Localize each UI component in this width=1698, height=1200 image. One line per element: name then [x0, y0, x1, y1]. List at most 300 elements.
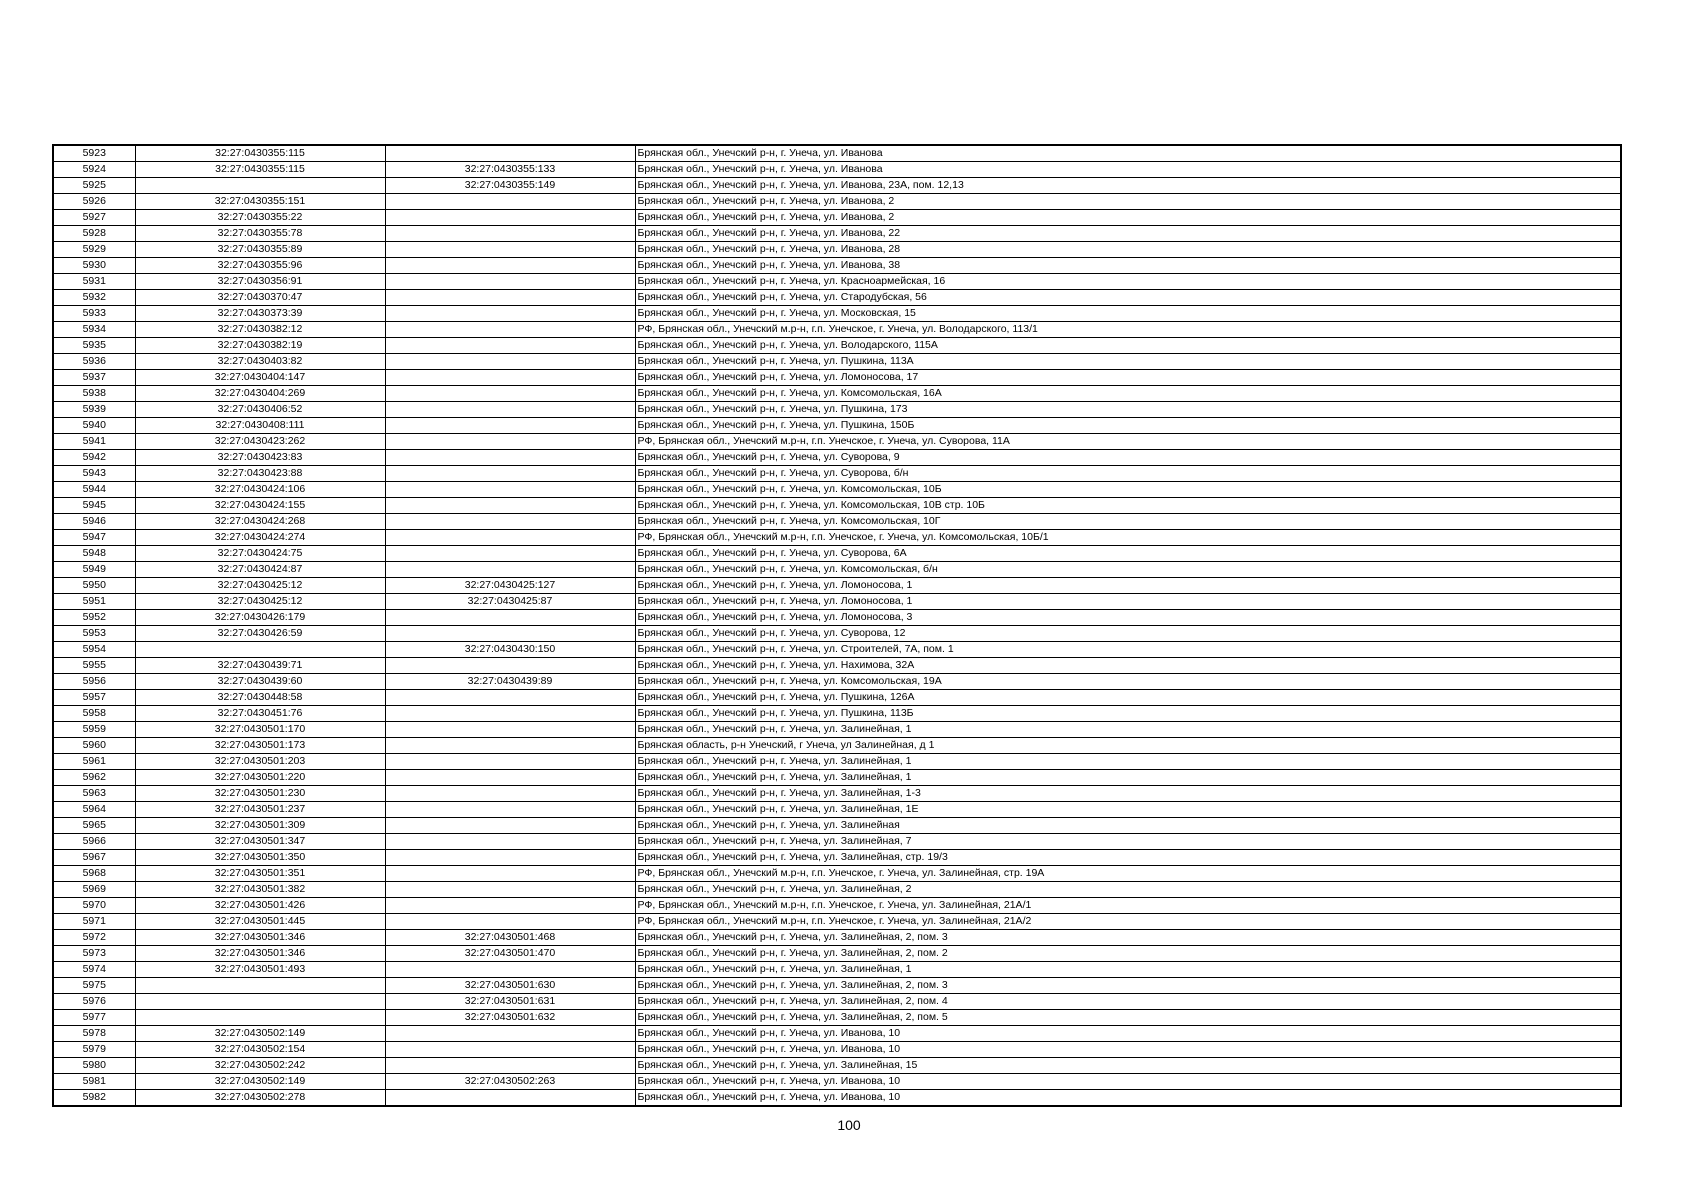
address-cell: Брянская обл., Унечский р-н, г. Унеча, ул. Пушкина, 173 [635, 402, 1621, 418]
row-number-cell: 5935 [53, 338, 135, 354]
address-cell: Брянская обл., Унечский р-н, г. Унеча, ул. Стародубская, 56 [635, 290, 1621, 306]
related-cadastral-number-cell [385, 882, 635, 898]
related-cadastral-number-cell [385, 706, 635, 722]
table-row [53, 866, 1621, 882]
cadastral-number-cell [135, 978, 385, 994]
cadastral-number-cell: 32:27:0430501:309 [135, 818, 385, 834]
cadastral-number-cell: 32:27:0430501:382 [135, 882, 385, 898]
address-cell: Брянская область, р-н Унечский, г Унеча, ул Залинейная, д 1 [635, 738, 1621, 754]
address-cell: РФ, Брянская обл., Унечский м.р-н, г.п. Унечское, г. Унеча, ул. Володарского, 113/1 [635, 322, 1621, 338]
related-cadastral-number-cell [385, 738, 635, 754]
table-row [53, 274, 1621, 290]
related-cadastral-number-cell [385, 1042, 635, 1058]
table-row [53, 674, 1621, 690]
related-cadastral-number-cell [385, 530, 635, 546]
table-row [53, 258, 1621, 274]
address-cell: Брянская обл., Унечский р-н, г. Унеча, ул. Пушкина, 113Б [635, 706, 1621, 722]
row-number-cell: 5964 [53, 802, 135, 818]
cadastral-number-cell: 32:27:0430355:115 [135, 162, 385, 178]
related-cadastral-number-cell [385, 514, 635, 530]
related-cadastral-number-cell [385, 210, 635, 226]
row-number-cell: 5948 [53, 546, 135, 562]
table-row [53, 1074, 1621, 1090]
table-row [53, 1090, 1621, 1107]
related-cadastral-number-cell [385, 626, 635, 642]
cadastral-number-cell: 32:27:0430501:230 [135, 786, 385, 802]
row-number-cell: 5961 [53, 754, 135, 770]
table-row [53, 578, 1621, 594]
related-cadastral-number-cell [385, 722, 635, 738]
address-cell: Брянская обл., Унечский р-н, г. Унеча, ул. Залинейная, 1Е [635, 802, 1621, 818]
address-cell: Брянская обл., Унечский р-н, г. Унеча, ул. Комсомольская, б/н [635, 562, 1621, 578]
related-cadastral-number-cell [385, 546, 635, 562]
cadastral-number-cell: 32:27:0430502:149 [135, 1026, 385, 1042]
row-number-cell: 5959 [53, 722, 135, 738]
cadastral-number-cell: 32:27:0430501:350 [135, 850, 385, 866]
address-cell: РФ, Брянская обл., Унечский м.р-н, г.п. Унечское, г. Унеча, ул. Суворова, 11А [635, 434, 1621, 450]
row-number-cell: 5980 [53, 1058, 135, 1074]
address-cell: Брянская обл., Унечский р-н, г. Унеча, ул. Суворова, 6А [635, 546, 1621, 562]
related-cadastral-number-cell [385, 802, 635, 818]
cadastral-number-cell: 32:27:0430424:268 [135, 514, 385, 530]
address-cell: Брянская обл., Унечский р-н, г. Унеча, ул. Залинейная, 1 [635, 962, 1621, 978]
address-cell: Брянская обл., Унечский р-н, г. Унеча, ул. Иванова, 2 [635, 194, 1621, 210]
row-number-cell: 5956 [53, 674, 135, 690]
cadastral-number-cell: 32:27:0430404:147 [135, 370, 385, 386]
row-number-cell: 5979 [53, 1042, 135, 1058]
related-cadastral-number-cell: 32:27:0430425:87 [385, 594, 635, 610]
table-row [53, 802, 1621, 818]
related-cadastral-number-cell [385, 690, 635, 706]
row-number-cell: 5976 [53, 994, 135, 1010]
address-cell: Брянская обл., Унечский р-н, г. Унеча, ул. Ломоносова, 17 [635, 370, 1621, 386]
table-row [53, 658, 1621, 674]
related-cadastral-number-cell [385, 498, 635, 514]
table-row [53, 194, 1621, 210]
address-cell: Брянская обл., Унечский р-н, г. Унеча, ул. Пушкина, 150Б [635, 418, 1621, 434]
cadastral-number-cell: 32:27:0430501:237 [135, 802, 385, 818]
related-cadastral-number-cell [385, 754, 635, 770]
address-cell: Брянская обл., Унечский р-н, г. Унеча, ул. Иванова, 10 [635, 1026, 1621, 1042]
row-number-cell: 5939 [53, 402, 135, 418]
table-row [53, 610, 1621, 626]
address-cell: Брянская обл., Унечский р-н, г. Унеча, ул. Комсомольская, 10Г [635, 514, 1621, 530]
related-cadastral-number-cell: 32:27:0430439:89 [385, 674, 635, 690]
related-cadastral-number-cell [385, 962, 635, 978]
address-cell: Брянская обл., Унечский р-н, г. Унеча, ул. Залинейная, 1-3 [635, 786, 1621, 802]
row-number-cell: 5968 [53, 866, 135, 882]
related-cadastral-number-cell [385, 322, 635, 338]
row-number-cell: 5925 [53, 178, 135, 194]
table-row [53, 978, 1621, 994]
table-row [53, 514, 1621, 530]
row-number-cell: 5981 [53, 1074, 135, 1090]
table-row [53, 834, 1621, 850]
related-cadastral-number-cell [385, 834, 635, 850]
related-cadastral-number-cell: 32:27:0430355:149 [385, 178, 635, 194]
address-cell: Брянская обл., Унечский р-н, г. Унеча, ул. Иванова [635, 145, 1621, 162]
cadastral-number-cell: 32:27:0430502:278 [135, 1090, 385, 1107]
related-cadastral-number-cell: 32:27:0430501:632 [385, 1010, 635, 1026]
table-row [53, 914, 1621, 930]
address-cell: РФ, Брянская обл., Унечский м.р-н, г.п. Унечское, г. Унеча, ул. Залинейная, стр. 19А [635, 866, 1621, 882]
table-row [53, 898, 1621, 914]
cadastral-number-cell [135, 1010, 385, 1026]
related-cadastral-number-cell [385, 258, 635, 274]
address-cell: РФ, Брянская обл., Унечский м.р-н, г.п. Унечское, г. Унеча, ул. Залинейная, 21А/2 [635, 914, 1621, 930]
address-cell: Брянская обл., Унечский р-н, г. Унеча, ул. Комсомольская, 10Б [635, 482, 1621, 498]
table-row [53, 226, 1621, 242]
cadastral-number-cell: 32:27:0430501:203 [135, 754, 385, 770]
table-row [53, 706, 1621, 722]
property-table [52, 144, 1622, 1107]
related-cadastral-number-cell [385, 610, 635, 626]
row-number-cell: 5940 [53, 418, 135, 434]
address-cell: Брянская обл., Унечский р-н, г. Унеча, ул. Красноармейская, 16 [635, 274, 1621, 290]
cadastral-number-cell: 32:27:0430424:106 [135, 482, 385, 498]
address-cell: Брянская обл., Унечский р-н, г. Унеча, ул. Суворова, 12 [635, 626, 1621, 642]
address-cell: Брянская обл., Унечский р-н, г. Унеча, ул. Залинейная, 15 [635, 1058, 1621, 1074]
row-number-cell: 5928 [53, 226, 135, 242]
row-number-cell: 5971 [53, 914, 135, 930]
cadastral-number-cell: 32:27:0430501:346 [135, 930, 385, 946]
row-number-cell: 5931 [53, 274, 135, 290]
row-number-cell: 5937 [53, 370, 135, 386]
row-number-cell: 5967 [53, 850, 135, 866]
table-row [53, 482, 1621, 498]
table-row [53, 354, 1621, 370]
related-cadastral-number-cell [385, 1058, 635, 1074]
table-row [53, 546, 1621, 562]
row-number-cell: 5974 [53, 962, 135, 978]
related-cadastral-number-cell [385, 466, 635, 482]
cadastral-number-cell: 32:27:0430356:91 [135, 274, 385, 290]
table-row [53, 242, 1621, 258]
page-number: 100 [837, 1117, 861, 1133]
table-row [53, 1026, 1621, 1042]
table-row [53, 145, 1621, 162]
cadastral-number-cell [135, 178, 385, 194]
cadastral-number-cell: 32:27:0430425:12 [135, 578, 385, 594]
row-number-cell: 5973 [53, 946, 135, 962]
related-cadastral-number-cell [385, 562, 635, 578]
cadastral-number-cell: 32:27:0430382:19 [135, 338, 385, 354]
related-cadastral-number-cell [385, 770, 635, 786]
row-number-cell: 5954 [53, 642, 135, 658]
row-number-cell: 5963 [53, 786, 135, 802]
row-number-cell: 5924 [53, 162, 135, 178]
address-cell: Брянская обл., Унечский р-н, г. Унеча, ул. Ломоносова, 3 [635, 610, 1621, 626]
row-number-cell: 5947 [53, 530, 135, 546]
row-number-cell: 5923 [53, 145, 135, 162]
cadastral-number-cell: 32:27:0430501:347 [135, 834, 385, 850]
related-cadastral-number-cell [385, 290, 635, 306]
table-row [53, 1042, 1621, 1058]
cadastral-number-cell: 32:27:0430355:151 [135, 194, 385, 210]
related-cadastral-number-cell: 32:27:0430501:468 [385, 930, 635, 946]
related-cadastral-number-cell [385, 145, 635, 162]
row-number-cell: 5944 [53, 482, 135, 498]
row-number-cell: 5950 [53, 578, 135, 594]
cadastral-number-cell: 32:27:0430424:75 [135, 546, 385, 562]
row-number-cell: 5978 [53, 1026, 135, 1042]
cadastral-number-cell: 32:27:0430501:426 [135, 898, 385, 914]
address-cell: Брянская обл., Унечский р-н, г. Унеча, ул. Залинейная, 7 [635, 834, 1621, 850]
table-row [53, 386, 1621, 402]
address-cell: Брянская обл., Унечский р-н, г. Унеча, ул. Залинейная, 2, пом. 2 [635, 946, 1621, 962]
address-cell: РФ, Брянская обл., Унечский м.р-н, г.п. Унечское, г. Унеча, ул. Комсомольская, 10Б/1 [635, 530, 1621, 546]
row-number-cell: 5965 [53, 818, 135, 834]
row-number-cell: 5930 [53, 258, 135, 274]
related-cadastral-number-cell [385, 242, 635, 258]
address-cell: Брянская обл., Унечский р-н, г. Унеча, ул. Суворова, 9 [635, 450, 1621, 466]
cadastral-number-cell: 32:27:0430408:111 [135, 418, 385, 434]
cadastral-number-cell: 32:27:0430355:89 [135, 242, 385, 258]
related-cadastral-number-cell [385, 386, 635, 402]
row-number-cell: 5966 [53, 834, 135, 850]
cadastral-number-cell: 32:27:0430424:87 [135, 562, 385, 578]
related-cadastral-number-cell: 32:27:0430355:133 [385, 162, 635, 178]
table-row [53, 642, 1621, 658]
table-row [53, 690, 1621, 706]
related-cadastral-number-cell [385, 370, 635, 386]
address-cell: Брянская обл., Унечский р-н, г. Унеча, ул. Пушкина, 126А [635, 690, 1621, 706]
related-cadastral-number-cell [385, 434, 635, 450]
row-number-cell: 5982 [53, 1090, 135, 1107]
row-number-cell: 5926 [53, 194, 135, 210]
address-cell: Брянская обл., Унечский р-н, г. Унеча, ул. Иванова, 22 [635, 226, 1621, 242]
related-cadastral-number-cell: 32:27:0430430:150 [385, 642, 635, 658]
table-row [53, 626, 1621, 642]
table-row [53, 882, 1621, 898]
cadastral-number-cell: 32:27:0430382:12 [135, 322, 385, 338]
address-cell: Брянская обл., Унечский р-н, г. Унеча, ул. Иванова [635, 162, 1621, 178]
row-number-cell: 5951 [53, 594, 135, 610]
related-cadastral-number-cell [385, 418, 635, 434]
related-cadastral-number-cell [385, 354, 635, 370]
cadastral-number-cell: 32:27:0430501:170 [135, 722, 385, 738]
table-row [53, 306, 1621, 322]
row-number-cell: 5938 [53, 386, 135, 402]
cadastral-number-cell [135, 994, 385, 1010]
cadastral-number-cell: 32:27:0430502:242 [135, 1058, 385, 1074]
row-number-cell: 5929 [53, 242, 135, 258]
related-cadastral-number-cell [385, 850, 635, 866]
row-number-cell: 5957 [53, 690, 135, 706]
row-number-cell: 5941 [53, 434, 135, 450]
table-row [53, 786, 1621, 802]
table-row [53, 498, 1621, 514]
table-row [53, 962, 1621, 978]
address-cell: Брянская обл., Унечский р-н, г. Унеча, ул. Залинейная, 2 [635, 882, 1621, 898]
table-row [53, 402, 1621, 418]
address-cell: Брянская обл., Унечский р-н, г. Унеча, ул. Ломоносова, 1 [635, 594, 1621, 610]
address-cell: Брянская обл., Унечский р-н, г. Унеча, ул. Залинейная, 2, пом. 3 [635, 978, 1621, 994]
address-cell: Брянская обл., Унечский р-н, г. Унеча, ул. Залинейная, 2, пом. 5 [635, 1010, 1621, 1026]
address-cell: Брянская обл., Унечский р-н, г. Унеча, ул. Залинейная, 2, пом. 3 [635, 930, 1621, 946]
cadastral-number-cell: 32:27:0430439:60 [135, 674, 385, 690]
table-row [53, 562, 1621, 578]
related-cadastral-number-cell [385, 402, 635, 418]
address-cell: Брянская обл., Унечский р-н, г. Унеча, ул. Суворова, б/н [635, 466, 1621, 482]
address-cell: Брянская обл., Унечский р-н, г. Унеча, ул. Иванова, 10 [635, 1042, 1621, 1058]
row-number-cell: 5927 [53, 210, 135, 226]
row-number-cell: 5932 [53, 290, 135, 306]
related-cadastral-number-cell [385, 274, 635, 290]
table-row [53, 418, 1621, 434]
row-number-cell: 5952 [53, 610, 135, 626]
row-number-cell: 5969 [53, 882, 135, 898]
address-cell: Брянская обл., Унечский р-н, г. Унеча, ул. Иванова, 10 [635, 1074, 1621, 1090]
cadastral-number-cell: 32:27:0430423:262 [135, 434, 385, 450]
cadastral-number-cell: 32:27:0430424:155 [135, 498, 385, 514]
table-row [53, 210, 1621, 226]
table-row [53, 754, 1621, 770]
cadastral-number-cell: 32:27:0430425:12 [135, 594, 385, 610]
address-cell: Брянская обл., Унечский р-н, г. Унеча, ул. Залинейная, 1 [635, 770, 1621, 786]
address-cell: Брянская обл., Унечский р-н, г. Унеча, ул. Московская, 15 [635, 306, 1621, 322]
related-cadastral-number-cell [385, 914, 635, 930]
row-number-cell: 5960 [53, 738, 135, 754]
table-row [53, 1058, 1621, 1074]
table-row [53, 178, 1621, 194]
table-row [53, 738, 1621, 754]
related-cadastral-number-cell: 32:27:0430501:630 [385, 978, 635, 994]
table-row [53, 466, 1621, 482]
table-row [53, 434, 1621, 450]
cadastral-number-cell: 32:27:0430355:115 [135, 145, 385, 162]
address-cell: Брянская обл., Унечский р-н, г. Унеча, ул. Залинейная [635, 818, 1621, 834]
row-number-cell: 5970 [53, 898, 135, 914]
row-number-cell: 5958 [53, 706, 135, 722]
table-row [53, 594, 1621, 610]
cadastral-number-cell: 32:27:0430403:82 [135, 354, 385, 370]
row-number-cell: 5942 [53, 450, 135, 466]
table-row [53, 722, 1621, 738]
cadastral-number-cell: 32:27:0430501:220 [135, 770, 385, 786]
cadastral-number-cell: 32:27:0430424:274 [135, 530, 385, 546]
related-cadastral-number-cell [385, 226, 635, 242]
related-cadastral-number-cell [385, 450, 635, 466]
cadastral-number-cell: 32:27:0430451:76 [135, 706, 385, 722]
related-cadastral-number-cell [385, 1026, 635, 1042]
address-cell: Брянская обл., Унечский р-н, г. Унеча, ул. Пушкина, 113А [635, 354, 1621, 370]
cadastral-number-cell: 32:27:0430501:445 [135, 914, 385, 930]
cadastral-number-cell: 32:27:0430426:179 [135, 610, 385, 626]
related-cadastral-number-cell: 32:27:0430502:263 [385, 1074, 635, 1090]
cadastral-number-cell: 32:27:0430501:346 [135, 946, 385, 962]
related-cadastral-number-cell: 32:27:0430501:470 [385, 946, 635, 962]
address-cell: Брянская обл., Унечский р-н, г. Унеча, ул. Залинейная, 1 [635, 754, 1621, 770]
table-row [53, 850, 1621, 866]
related-cadastral-number-cell [385, 1090, 635, 1107]
table-row [53, 370, 1621, 386]
address-cell: Брянская обл., Унечский р-н, г. Унеча, ул. Иванова, 28 [635, 242, 1621, 258]
row-number-cell: 5949 [53, 562, 135, 578]
related-cadastral-number-cell [385, 866, 635, 882]
table-row [53, 162, 1621, 178]
cadastral-number-cell: 32:27:0430355:96 [135, 258, 385, 274]
table-row [53, 1010, 1621, 1026]
table-row [53, 946, 1621, 962]
related-cadastral-number-cell [385, 658, 635, 674]
row-number-cell: 5936 [53, 354, 135, 370]
cadastral-number-cell: 32:27:0430406:52 [135, 402, 385, 418]
table-row [53, 818, 1621, 834]
row-number-cell: 5934 [53, 322, 135, 338]
address-cell: Брянская обл., Унечский р-н, г. Унеча, ул. Залинейная, стр. 19/3 [635, 850, 1621, 866]
row-number-cell: 5943 [53, 466, 135, 482]
table-row [53, 770, 1621, 786]
cadastral-number-cell [135, 642, 385, 658]
cadastral-number-cell: 32:27:0430448:58 [135, 690, 385, 706]
cadastral-number-cell: 32:27:0430404:269 [135, 386, 385, 402]
row-number-cell: 5955 [53, 658, 135, 674]
related-cadastral-number-cell [385, 194, 635, 210]
cadastral-number-cell: 32:27:0430355:78 [135, 226, 385, 242]
related-cadastral-number-cell [385, 338, 635, 354]
address-cell: Брянская обл., Унечский р-н, г. Унеча, ул. Залинейная, 1 [635, 722, 1621, 738]
cadastral-number-cell: 32:27:0430370:47 [135, 290, 385, 306]
property-table-body [53, 145, 1621, 1106]
address-cell: Брянская обл., Унечский р-н, г. Унеча, ул. Ломоносова, 1 [635, 578, 1621, 594]
address-cell: Брянская обл., Унечский р-н, г. Унеча, ул. Комсомольская, 10В стр. 10Б [635, 498, 1621, 514]
address-cell: РФ, Брянская обл., Унечский м.р-н, г.п. Унечское, г. Унеча, ул. Залинейная, 21А/1 [635, 898, 1621, 914]
related-cadastral-number-cell [385, 898, 635, 914]
row-number-cell: 5972 [53, 930, 135, 946]
cadastral-number-cell: 32:27:0430423:83 [135, 450, 385, 466]
cadastral-number-cell: 32:27:0430501:493 [135, 962, 385, 978]
table-row [53, 930, 1621, 946]
address-cell: Брянская обл., Унечский р-н, г. Унеча, ул. Иванова, 10 [635, 1090, 1621, 1107]
cadastral-number-cell: 32:27:0430501:173 [135, 738, 385, 754]
related-cadastral-number-cell [385, 482, 635, 498]
cadastral-number-cell: 32:27:0430439:71 [135, 658, 385, 674]
cadastral-number-cell: 32:27:0430373:39 [135, 306, 385, 322]
address-cell: Брянская обл., Унечский р-н, г. Унеча, ул. Иванова, 23А, пом. 12,13 [635, 178, 1621, 194]
related-cadastral-number-cell [385, 818, 635, 834]
related-cadastral-number-cell [385, 786, 635, 802]
cadastral-number-cell: 32:27:0430426:59 [135, 626, 385, 642]
address-cell: Брянская обл., Унечский р-н, г. Унеча, ул. Залинейная, 2, пом. 4 [635, 994, 1621, 1010]
table-row [53, 994, 1621, 1010]
table-row [53, 322, 1621, 338]
cadastral-number-cell: 32:27:0430423:88 [135, 466, 385, 482]
row-number-cell: 5953 [53, 626, 135, 642]
row-number-cell: 5977 [53, 1010, 135, 1026]
address-cell: Брянская обл., Унечский р-н, г. Унеча, ул. Иванова, 38 [635, 258, 1621, 274]
table-row [53, 530, 1621, 546]
cadastral-number-cell: 32:27:0430355:22 [135, 210, 385, 226]
table-row [53, 290, 1621, 306]
cadastral-number-cell: 32:27:0430502:149 [135, 1074, 385, 1090]
row-number-cell: 5962 [53, 770, 135, 786]
address-cell: Брянская обл., Унечский р-н, г. Унеча, ул. Нахимова, 32А [635, 658, 1621, 674]
cadastral-number-cell: 32:27:0430501:351 [135, 866, 385, 882]
related-cadastral-number-cell: 32:27:0430425:127 [385, 578, 635, 594]
related-cadastral-number-cell: 32:27:0430501:631 [385, 994, 635, 1010]
address-cell: Брянская обл., Унечский р-н, г. Унеча, ул. Иванова, 2 [635, 210, 1621, 226]
address-cell: Брянская обл., Унечский р-н, г. Унеча, ул. Комсомольская, 16А [635, 386, 1621, 402]
address-cell: Брянская обл., Унечский р-н, г. Унеча, ул. Володарского, 115А [635, 338, 1621, 354]
address-cell: Брянская обл., Унечский р-н, г. Унеча, ул. Строителей, 7А, пом. 1 [635, 642, 1621, 658]
related-cadastral-number-cell [385, 306, 635, 322]
row-number-cell: 5946 [53, 514, 135, 530]
row-number-cell: 5933 [53, 306, 135, 322]
table-row [53, 338, 1621, 354]
table-row [53, 450, 1621, 466]
row-number-cell: 5975 [53, 978, 135, 994]
